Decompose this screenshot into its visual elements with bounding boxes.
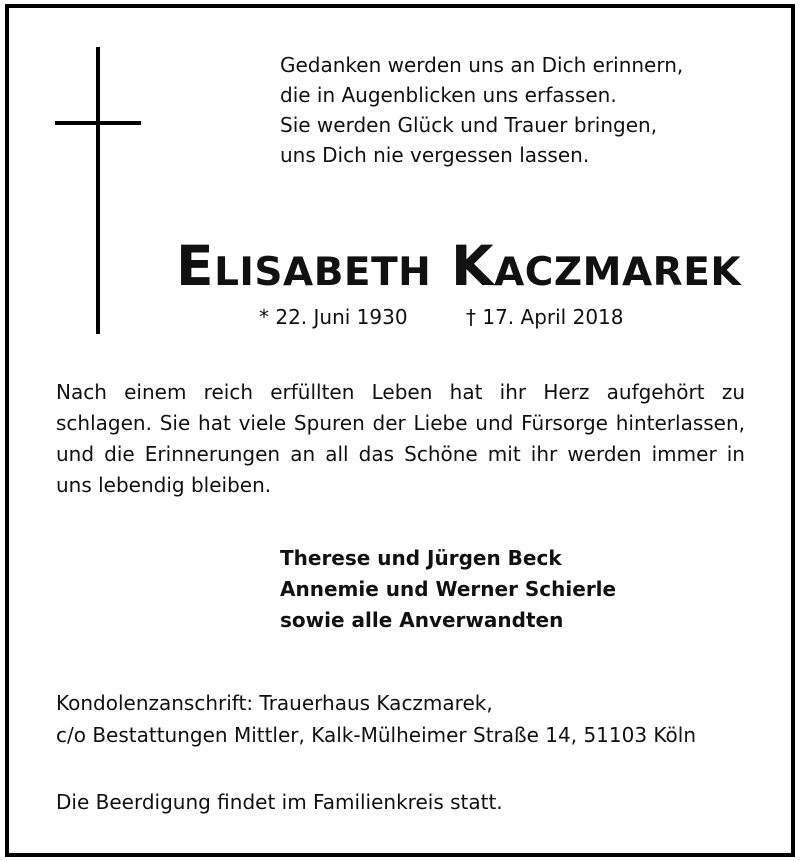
- mourner-entry: sowie alle Anverwandten: [280, 608, 564, 632]
- condolence-address: [56, 687, 696, 751]
- poem-line: die in Augenblicken uns erfassen.: [280, 83, 617, 107]
- birth-date: * 22. Juni 1930: [259, 305, 408, 329]
- memorial-poem: [280, 50, 683, 170]
- address-line: c/o Bestattungen Mittler, Kalk-Mülheimer Straße 14, 51103 Köln: [56, 723, 697, 747]
- death-date: † 17. April 2018: [466, 305, 624, 329]
- address-line: Kondolenzanschrift: Trauerhaus Kaczmarek,: [56, 691, 493, 715]
- poem-line: uns Dich nie vergessen lassen.: [280, 143, 590, 167]
- obituary-text: Nach einem reich erfüllten Leben hat ihr Herz aufgehört zu schlagen. Sie hat viele Spuren der Liebe und Fürsorge hinterlassen, und die Erinnerungen an all das Schöne mit ihr werden immer in uns lebendig bleiben.: [56, 380, 745, 497]
- poem-line: Sie werden Glück und Trauer bringen,: [280, 113, 658, 137]
- cross-horizontal-bar: [55, 121, 141, 125]
- poem-line: Gedanken werden uns an Dich erinnern,: [280, 53, 684, 77]
- cross-vertical-bar: [96, 47, 100, 334]
- funeral-note: Die Beerdigung findet im Familienkreis statt.: [56, 790, 503, 814]
- mourner-entry: Therese und Jürgen Beck: [280, 546, 562, 570]
- mourners-list: [280, 543, 616, 636]
- deceased-name: Elisabeth Kaczmarek: [176, 234, 742, 298]
- mourner-entry: Annemie und Werner Schierle: [280, 577, 617, 601]
